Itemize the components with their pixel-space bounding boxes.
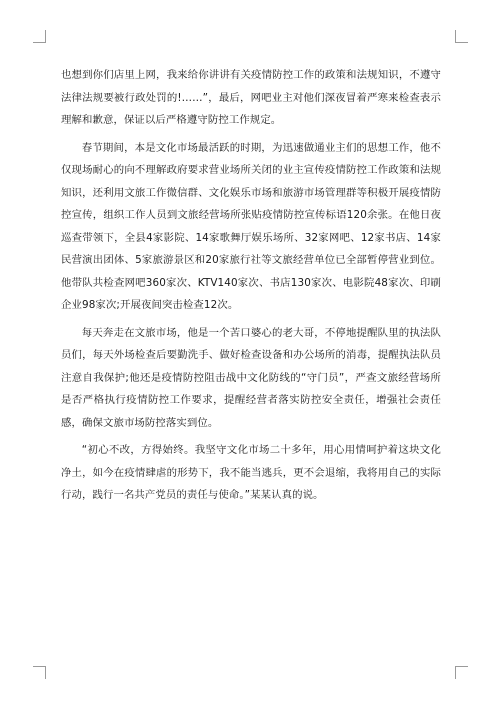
crop-mark-top-left (33, 30, 46, 43)
paragraph-3: 每天奔走在文旅市场，他是一个苦口婆心的老大哥，不停地提醒队里的执法队员们，每天外场检查后要勤洗手、做好检查设备和办公场所的消毒，提醒执法队员注意自我保护;他还是疫情防控阻击战中文化防线的“守门员”，严查文旅经营场所是否严格执行疫情防控工作要求，提醒经营者落实防控安全责任，增强社会责任感，确保文旅市场防控落实到位。 (61, 326, 441, 429)
paragraph-1: 也想到你们店里上网，我来给你讲讲有关疫情防控工作的政策和法规知识，不遵守法律法规要被行政处罚的!……”，最后，网吧业主对他们深夜冒着严寒来检查表示理解和歉意，保证以后严格遵守防控工作规定。 (61, 69, 441, 126)
paragraph-2: 春节期间，本是文化市场最活跃的时期，为迅速做通业主们的思想工作，他不仅现场耐心的向不理解政府要求营业场所关闭的业主宣传疫情防控工作政策和法规知识，还利用文旅工作微信群、文化娱乐市场和旅游市场管理群等积极开展疫情防控宣传，组织工作人员到文旅经营场所张贴疫情防控宣传标语120余张。在他日夜巡查带领下，全县4家影院、14家歌舞厅娱乐场所、32家网吧、12家书店、14家民营演出团体、5家旅游景区和20家旅行社等文旅经营单位已全部暂停营业到位。他带队共检查网吧360家次、KTV140家次、书店130家次、电影院48家次、印刷企业98家次;开展夜间突击检查12次。 (61, 141, 441, 311)
crop-mark-bottom-left (33, 666, 46, 679)
document-body (61, 64, 441, 512)
paragraph-4: “初心不改，方得始终。我坚守文化市场二十多年，用心用情呵护着这块文化净土，如今在疫情肆虐的形势下，我不能当逃兵，更不会退缩，我将用自己的实际行动，践行一名共产党员的责任与使命。”某某认真的说。 (61, 444, 441, 501)
crop-mark-bottom-right (455, 666, 468, 679)
crop-mark-top-right (455, 30, 468, 43)
